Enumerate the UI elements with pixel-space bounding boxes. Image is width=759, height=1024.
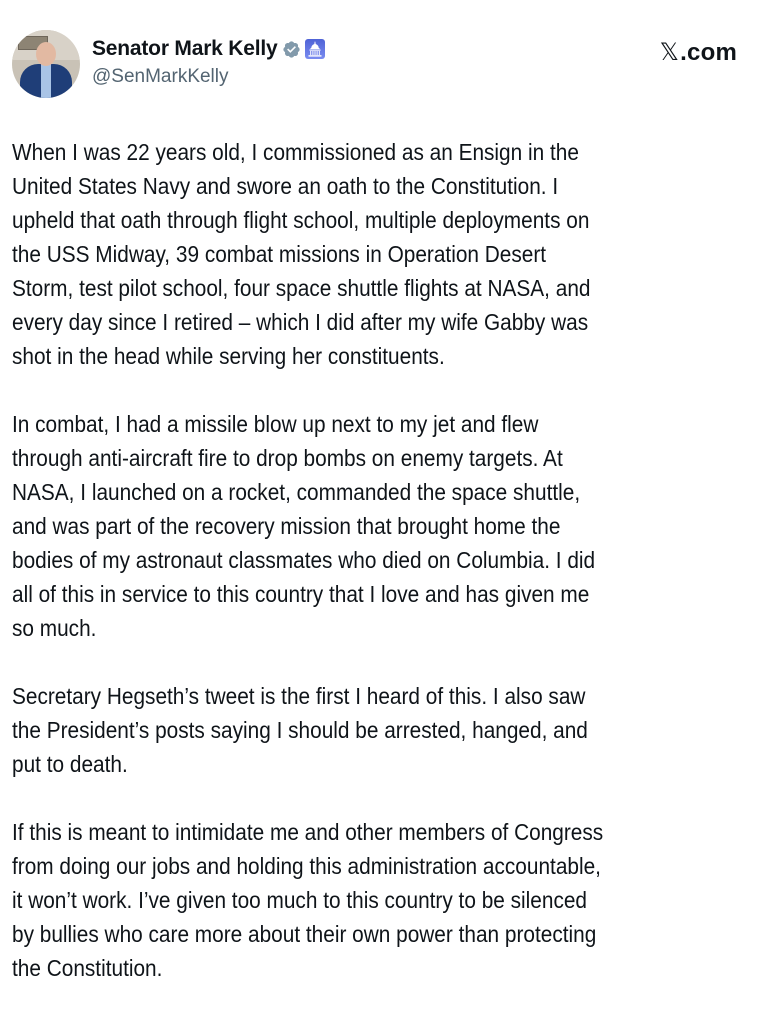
author-info bbox=[92, 34, 325, 88]
site-label: .com bbox=[680, 39, 737, 66]
display-name[interactable]: Senator Mark Kelly bbox=[92, 37, 278, 60]
post-line: When I was 22 years old, I commissioned as an Ensign in the bbox=[12, 139, 579, 165]
post-line: NASA, I launched on a rocket, commanded the space shuttle, bbox=[12, 479, 581, 505]
post-header bbox=[12, 30, 747, 100]
paragraph-1 bbox=[12, 135, 752, 373]
post-line: from doing our jobs and holding this administration accountable, bbox=[12, 853, 601, 879]
paragraph-3 bbox=[12, 679, 752, 781]
avatar-shirt bbox=[41, 64, 51, 98]
post-body bbox=[12, 135, 752, 1019]
post-line: the Constitution. bbox=[12, 955, 163, 981]
author-handle[interactable]: @SenMarkKelly bbox=[92, 66, 229, 87]
post-line: so much. bbox=[12, 615, 97, 641]
post-line: by bullies who care more about their own power than protecting bbox=[12, 921, 597, 947]
x-logo-icon: 𝕏 bbox=[659, 38, 680, 66]
post-line: every day since I retired – which I did after my wife Gabby was bbox=[12, 309, 589, 335]
post-line: Storm, test pilot school, four space shuttle flights at NASA, and bbox=[12, 275, 591, 301]
post-line: shot in the head while serving her constituents. bbox=[12, 343, 445, 369]
post-line: through anti-aircraft fire to drop bombs on enemy targets. At bbox=[12, 445, 563, 471]
post-line: bodies of my astronaut classmates who died on Columbia. I did bbox=[12, 547, 596, 573]
avatar-face bbox=[36, 42, 56, 66]
paragraph-4 bbox=[12, 815, 752, 985]
post-line: and was part of the recovery mission that brought home the bbox=[12, 513, 561, 539]
post-line: the President’s posts saying I should be arrested, hanged, and bbox=[12, 717, 588, 743]
post-line: United States Navy and swore an oath to the Constitution. I bbox=[12, 173, 559, 199]
post-line: Secretary Hegseth’s tweet is the first I heard of this. I also saw bbox=[12, 683, 586, 709]
paragraph-2 bbox=[12, 407, 752, 645]
post-line: it won’t work. I’ve given too much to this country to be silenced bbox=[12, 887, 588, 913]
x-com-watermark bbox=[660, 38, 737, 67]
post-line: If this is meant to intimidate me and other members of Congress bbox=[12, 819, 604, 845]
post-line: put to death. bbox=[12, 751, 128, 777]
name-row bbox=[92, 34, 325, 64]
verified-badge-icon bbox=[282, 40, 301, 59]
post-line: all of this in service to this country that I love and has given me bbox=[12, 581, 590, 607]
avatar[interactable] bbox=[12, 30, 80, 98]
post-line: the USS Midway, 39 combat missions in Operation Desert bbox=[12, 241, 547, 267]
us-capitol-icon bbox=[305, 39, 325, 59]
post-line: upheld that oath through flight school, multiple deployments on bbox=[12, 207, 590, 233]
post-line: In combat, I had a missile blow up next to my jet and flew bbox=[12, 411, 539, 437]
